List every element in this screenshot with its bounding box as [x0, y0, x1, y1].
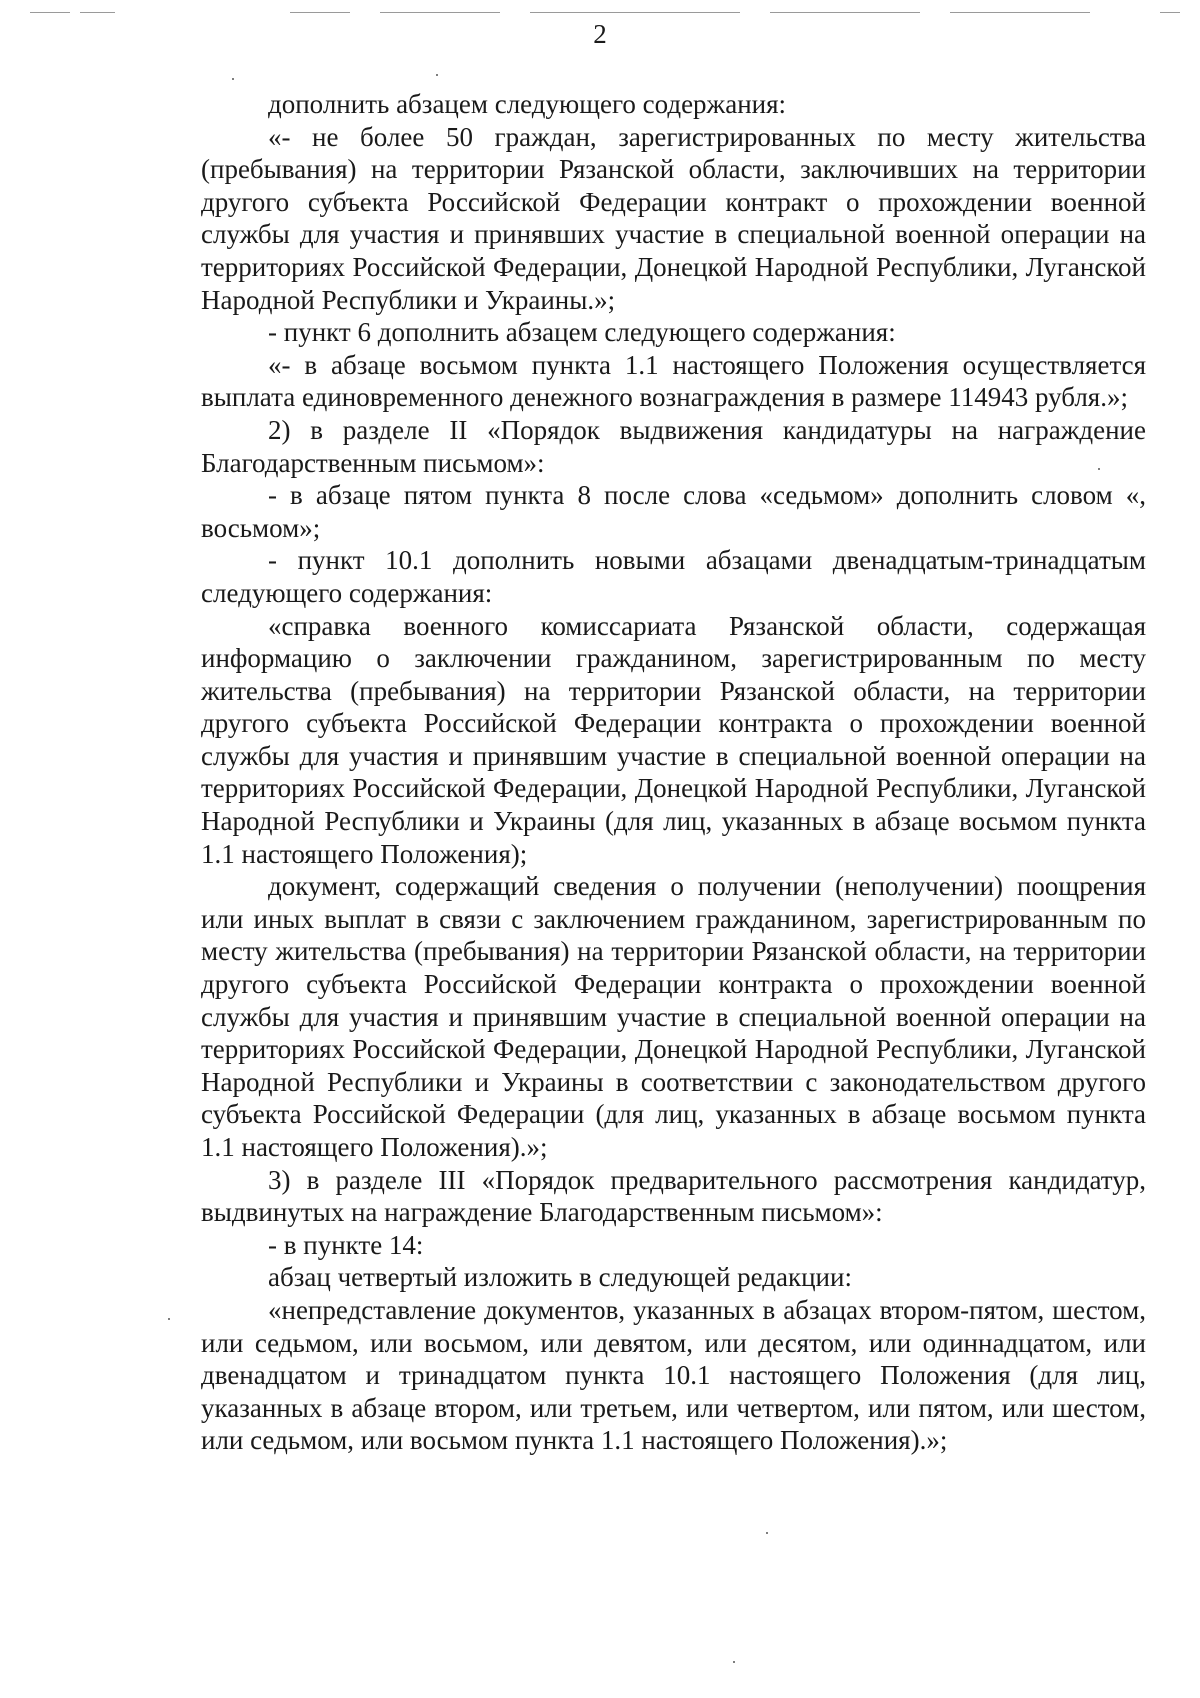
- scan-speck: [1098, 468, 1100, 470]
- paragraph: дополнить абзацем следующего содержания:: [268, 89, 787, 119]
- paragraph: «непредставление документов, указанных в абзацах втором-пятом, шестом, или седьмом, или восьмом, или девятом, или десятом, или одиннадцатом, или двенадцатом и тринадцатом пункта 10.1 настоящего Положения (для лиц, указанных в абзаце втором, или третьем, или четвертом, или пятом, или шестом, или седьмом, или восьмом пункта 1.1 настоящего Положения).»;: [201, 1294, 1146, 1456]
- scan-speck: [232, 78, 234, 80]
- paragraph: 3) в разделе III «Порядок предварительного рассмотрения кандидатур, выдвинутых на награждение Благодарственным письмом»:: [201, 1164, 1146, 1228]
- paragraph: «справка военного комиссариата Рязанской области, содержащая информацию о заключении гражданином, зарегистрированным по месту жительства (пребывания) на территории Рязанской области, на территории другого субъекта Российской Федерации контракта о прохождении военной службы для участия и принявшим участие в специальной военной операции на территориях Российской Федерации, Донецкой Народной Республики, Луганской Народной Республики и Украины (для лиц, указанных в абзаце восьмом пункта 1.1 настоящего Положения);: [201, 610, 1146, 869]
- paragraph: - в пункте 14:: [268, 1229, 424, 1260]
- scan-speck: [168, 1318, 170, 1320]
- scan-edge-artifacts: [0, 10, 1200, 16]
- paragraph: «- в абзаце восьмом пункта 1.1 настоящего Положения осуществляется выплата единовременного денежного вознаграждения в размере 114943 рубля.»;: [201, 349, 1146, 413]
- paragraph: - пункт 10.1 дополнить новыми абзацами двенадцатым-тринадцатым следующего содержания:: [201, 545, 1146, 608]
- paragraph: «- не более 50 граждан, зарегистрированных по месту жительства (пребывания) на территории Рязанской области, заключивших на территории другого субъекта Российской Федерации контракт о прохождении военной службы для участия и принявших участие в специальной военной операции на территориях Российской Федерации, Донецкой Народной Республики, Луганской Народной Республики и Украины.»;: [201, 121, 1146, 315]
- page-number: 2: [593, 19, 607, 49]
- scan-speck: [733, 1661, 735, 1663]
- scan-speck: [436, 74, 438, 76]
- paragraph: 2) в разделе II «Порядок выдвижения кандидатуры на награждение Благодарственным письмом»:: [201, 414, 1146, 478]
- paragraph: документ, содержащий сведения о получении (неполучении) поощрения или иных выплат в связи с заключением гражданином, зарегистрированным по месту жительства (пребывания) на территории Рязанской области, на территории другого субъекта Российской Федерации контракта о прохождении военной службы для участия и принявшим участие в специальной военной операции на территориях Российской Федерации, Донецкой Народной Республики, Луганской Народной Республики и Украины в соответствии с законодательством другого субъекта Российской Федерации (для лиц, указанных в абзаце восьмом пункта 1.1 настоящего Положения).»;: [201, 871, 1146, 1162]
- paragraph: - пункт 6 дополнить абзацем следующего содержания:: [268, 317, 896, 348]
- paragraph: - в абзаце пятом пункта 8 после слова «седьмом» дополнить словом «, восьмом»;: [201, 480, 1146, 543]
- paragraph: абзац четвертый изложить в следующей редакции:: [268, 1262, 852, 1293]
- document-body: [201, 88, 1146, 1457]
- scan-speck: [766, 1532, 768, 1534]
